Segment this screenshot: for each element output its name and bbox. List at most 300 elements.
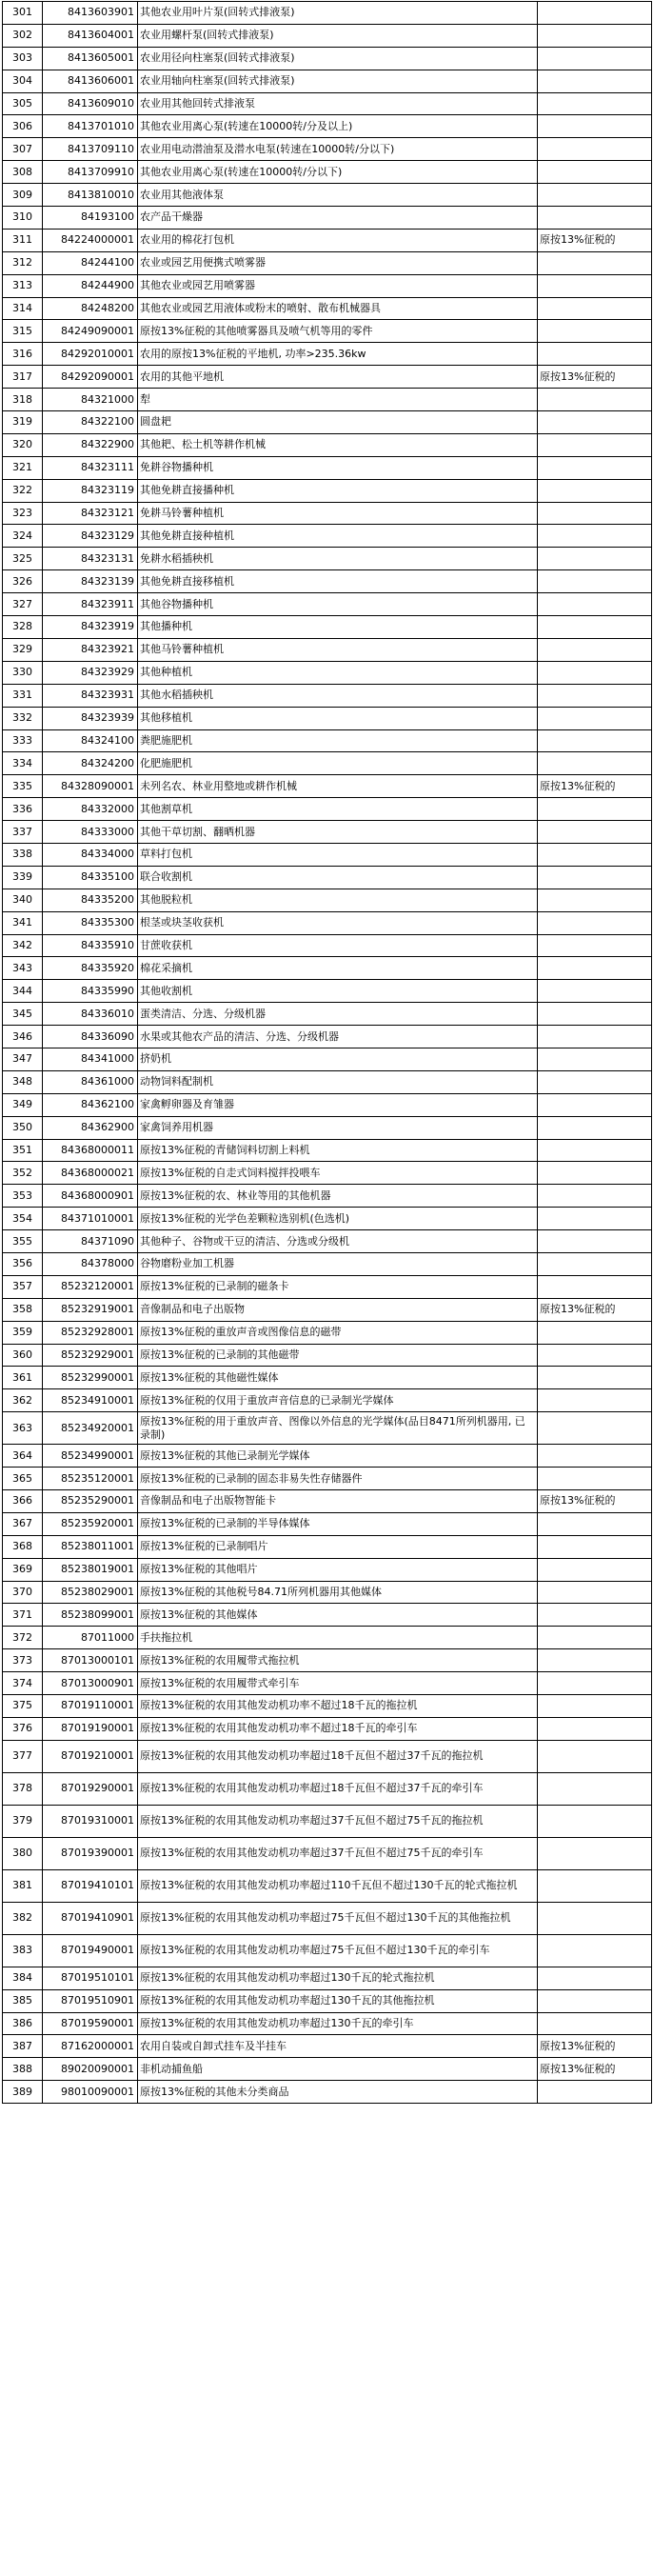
tariff-code-cell: 84362100 bbox=[43, 1093, 138, 1116]
remark-cell bbox=[538, 2012, 652, 2035]
goods-name-cell: 农业用其他回转式排液泵 bbox=[138, 92, 538, 115]
table-row bbox=[3, 70, 652, 92]
table-row bbox=[3, 1445, 652, 1468]
tariff-code-cell: 85238019001 bbox=[43, 1558, 138, 1581]
remark-cell bbox=[538, 115, 652, 138]
remark-cell: 原按13%征税的 bbox=[538, 1490, 652, 1513]
remark-cell bbox=[538, 1805, 652, 1837]
remark-cell bbox=[538, 1740, 652, 1772]
remark-cell: 原按13%征税的 bbox=[538, 366, 652, 389]
table-row bbox=[3, 1837, 652, 1869]
tariff-code-cell: 84378000 bbox=[43, 1252, 138, 1275]
remark-cell bbox=[538, 411, 652, 434]
row-number-cell: 374 bbox=[3, 1672, 43, 1695]
row-number-cell: 360 bbox=[3, 1344, 43, 1367]
tariff-code-cell: 84371090 bbox=[43, 1230, 138, 1253]
tariff-code-cell: 84335920 bbox=[43, 957, 138, 980]
remark-cell bbox=[538, 616, 652, 639]
table-row bbox=[3, 889, 652, 911]
goods-name-cell: 原按13%征税的农用其他发动机功率超过18千瓦但不超过37千瓦的牵引车 bbox=[138, 1772, 538, 1805]
remark-cell bbox=[538, 433, 652, 456]
table-row bbox=[3, 2081, 652, 2104]
table-row bbox=[3, 957, 652, 980]
goods-name-cell: 农业用电动潜油泵及潜水电泵(转速在10000转/分以下) bbox=[138, 138, 538, 161]
goods-name-cell: 免耕马铃薯种植机 bbox=[138, 502, 538, 525]
goods-name-cell: 挤奶机 bbox=[138, 1048, 538, 1070]
tariff-code-cell: 84368000011 bbox=[43, 1139, 138, 1162]
table-row bbox=[3, 684, 652, 707]
goods-name-cell: 原按13%征税的农用其他发动机功率超过37千瓦但不超过75千瓦的牵引车 bbox=[138, 1837, 538, 1869]
tariff-code-cell: 84368000901 bbox=[43, 1185, 138, 1208]
tariff-code-cell: 87019410901 bbox=[43, 1902, 138, 1934]
row-number-cell: 317 bbox=[3, 366, 43, 389]
remark-cell bbox=[538, 1604, 652, 1627]
tariff-code-cell: 84335300 bbox=[43, 911, 138, 934]
remark-cell bbox=[538, 1717, 652, 1740]
goods-name-cell: 其他移植机 bbox=[138, 707, 538, 729]
goods-name-cell: 其他免耕直接种植机 bbox=[138, 525, 538, 548]
remark-cell bbox=[538, 1275, 652, 1298]
table-row bbox=[3, 2012, 652, 2035]
table-row bbox=[3, 433, 652, 456]
goods-name-cell: 原按13%征税的光学色差颗粒选别机(色选机) bbox=[138, 1208, 538, 1230]
goods-name-cell: 原按13%征税的农用其他发动机功率超过130千瓦的牵引车 bbox=[138, 2012, 538, 2035]
goods-name-cell: 原按13%征税的农用其他发动机功率超过37千瓦但不超过75千瓦的拖拉机 bbox=[138, 1805, 538, 1837]
remark-cell bbox=[538, 1837, 652, 1869]
remark-cell bbox=[538, 343, 652, 366]
table-row bbox=[3, 866, 652, 889]
table-row bbox=[3, 1048, 652, 1070]
remark-cell bbox=[538, 207, 652, 230]
tariff-code-cell: 8413605001 bbox=[43, 47, 138, 70]
remark-cell bbox=[538, 1869, 652, 1902]
row-number-cell: 368 bbox=[3, 1535, 43, 1558]
remark-cell bbox=[538, 1468, 652, 1490]
remark-cell bbox=[538, 2, 652, 25]
goods-name-cell: 未列名农、林业用整地或耕作机械 bbox=[138, 775, 538, 798]
tariff-code-cell: 84248200 bbox=[43, 297, 138, 320]
tariff-code-cell: 87019210001 bbox=[43, 1740, 138, 1772]
goods-name-cell: 免耕谷物播种机 bbox=[138, 456, 538, 479]
tariff-code-cell: 84249090001 bbox=[43, 320, 138, 343]
row-number-cell: 359 bbox=[3, 1321, 43, 1344]
goods-name-cell: 原按13%征税的其他磁性媒体 bbox=[138, 1367, 538, 1389]
goods-name-cell: 其他农业或园艺用喷雾器 bbox=[138, 274, 538, 297]
goods-name-cell: 原按13%征税的农用其他发动机功率超过75千瓦但不超过130千瓦的其他拖拉机 bbox=[138, 1902, 538, 1934]
tariff-code-cell: 87019510101 bbox=[43, 1967, 138, 1989]
row-number-cell: 357 bbox=[3, 1275, 43, 1298]
remark-cell bbox=[538, 1116, 652, 1139]
goods-name-cell: 水果或其他农产品的清洁、分选、分级机器 bbox=[138, 1026, 538, 1048]
tariff-code-cell: 84244900 bbox=[43, 274, 138, 297]
table-row bbox=[3, 1490, 652, 1513]
tariff-code-cell: 87019290001 bbox=[43, 1772, 138, 1805]
row-number-cell: 308 bbox=[3, 161, 43, 184]
goods-name-cell: 其他种子、谷物或干豆的清洁、分选或分级机 bbox=[138, 1230, 538, 1253]
row-number-cell: 326 bbox=[3, 570, 43, 593]
row-number-cell: 362 bbox=[3, 1389, 43, 1412]
goods-name-cell: 原按13%征税的农用其他发动机功率超过18千瓦但不超过37千瓦的拖拉机 bbox=[138, 1740, 538, 1772]
table-row bbox=[3, 1869, 652, 1902]
table-row bbox=[3, 1604, 652, 1627]
tariff-code-cell: 84292090001 bbox=[43, 366, 138, 389]
tariff-code-cell: 84323131 bbox=[43, 548, 138, 570]
table-row bbox=[3, 525, 652, 548]
tariff-code-cell: 84323929 bbox=[43, 661, 138, 684]
row-number-cell: 332 bbox=[3, 707, 43, 729]
remark-cell bbox=[538, 1048, 652, 1070]
table-row bbox=[3, 1389, 652, 1412]
row-number-cell: 323 bbox=[3, 502, 43, 525]
remark-cell bbox=[538, 251, 652, 274]
table-row bbox=[3, 184, 652, 207]
remark-cell bbox=[538, 1558, 652, 1581]
remark-cell bbox=[538, 980, 652, 1003]
goods-name-cell: 其他免耕直接移植机 bbox=[138, 570, 538, 593]
tariff-code-cell: 84371010001 bbox=[43, 1208, 138, 1230]
table-row bbox=[3, 502, 652, 525]
goods-name-cell: 其他耙、松土机等耕作机械 bbox=[138, 433, 538, 456]
tariff-code-cell: 84333000 bbox=[43, 821, 138, 844]
tariff-code-cell: 84362900 bbox=[43, 1116, 138, 1139]
remark-cell: 原按13%征税的 bbox=[538, 229, 652, 251]
goods-name-cell: 非机动捕鱼船 bbox=[138, 2058, 538, 2081]
goods-name-cell: 原按13%征税的其他唱片 bbox=[138, 1558, 538, 1581]
row-number-cell: 356 bbox=[3, 1252, 43, 1275]
goods-name-cell: 农业或园艺用便携式喷雾器 bbox=[138, 251, 538, 274]
remark-cell bbox=[538, 161, 652, 184]
remark-cell: 原按13%征税的 bbox=[538, 775, 652, 798]
remark-cell bbox=[538, 92, 652, 115]
remark-cell bbox=[538, 1344, 652, 1367]
goods-name-cell: 农业用其他液体泵 bbox=[138, 184, 538, 207]
goods-name-cell: 原按13%征税的自走式饲料搅拌投喂车 bbox=[138, 1162, 538, 1185]
remark-cell bbox=[538, 1627, 652, 1649]
tariff-code-cell: 84321000 bbox=[43, 389, 138, 411]
remark-cell bbox=[538, 1389, 652, 1412]
remark-cell bbox=[538, 525, 652, 548]
table-row bbox=[3, 548, 652, 570]
remark-cell bbox=[538, 821, 652, 844]
goods-name-cell: 农业用轴向柱塞泵(回转式排液泵) bbox=[138, 70, 538, 92]
goods-name-cell: 原按13%征税的其他媒体 bbox=[138, 1604, 538, 1627]
table-row bbox=[3, 1627, 652, 1649]
row-number-cell: 324 bbox=[3, 525, 43, 548]
row-number-cell: 387 bbox=[3, 2035, 43, 2058]
remark-cell bbox=[538, 24, 652, 47]
goods-name-cell: 其他种植机 bbox=[138, 661, 538, 684]
row-number-cell: 389 bbox=[3, 2081, 43, 2104]
goods-name-cell: 其他免耕直接播种机 bbox=[138, 479, 538, 502]
row-number-cell: 309 bbox=[3, 184, 43, 207]
tariff-code-cell: 84361000 bbox=[43, 1070, 138, 1093]
goods-name-cell: 原按13%征税的已录制的其他磁带 bbox=[138, 1344, 538, 1367]
goods-name-cell: 犁 bbox=[138, 389, 538, 411]
row-number-cell: 358 bbox=[3, 1298, 43, 1321]
remark-cell bbox=[538, 1321, 652, 1344]
remark-cell bbox=[538, 707, 652, 729]
goods-name-cell: 家禽饲养用机器 bbox=[138, 1116, 538, 1139]
goods-name-cell: 棉花采摘机 bbox=[138, 957, 538, 980]
table-row bbox=[3, 1805, 652, 1837]
tariff-code-cell: 85232120001 bbox=[43, 1275, 138, 1298]
goods-name-cell: 其他农业或园艺用液体或粉末的喷射、散布机械器具 bbox=[138, 297, 538, 320]
remark-cell bbox=[538, 1367, 652, 1389]
row-number-cell: 302 bbox=[3, 24, 43, 47]
table-row bbox=[3, 2, 652, 25]
row-number-cell: 319 bbox=[3, 411, 43, 434]
row-number-cell: 307 bbox=[3, 138, 43, 161]
table-row bbox=[3, 1298, 652, 1321]
remark-cell bbox=[538, 320, 652, 343]
tariff-code-cell: 87019310001 bbox=[43, 1805, 138, 1837]
table-row bbox=[3, 1649, 652, 1672]
goods-name-cell: 原按13%征税的已录制的半导体媒体 bbox=[138, 1512, 538, 1535]
tariff-code-cell: 84244100 bbox=[43, 251, 138, 274]
tariff-code-cell: 84328090001 bbox=[43, 775, 138, 798]
table-row bbox=[3, 1512, 652, 1535]
row-number-cell: 313 bbox=[3, 274, 43, 297]
remark-cell bbox=[538, 274, 652, 297]
goods-name-cell: 原按13%征税的已录制的磁条卡 bbox=[138, 1275, 538, 1298]
tariff-code-cell: 87019410101 bbox=[43, 1869, 138, 1902]
tariff-code-cell: 87162000001 bbox=[43, 2035, 138, 2058]
remark-cell bbox=[538, 1902, 652, 1934]
row-number-cell: 311 bbox=[3, 229, 43, 251]
table-row bbox=[3, 843, 652, 866]
goods-name-cell: 其他农业用叶片泵(回转式排液泵) bbox=[138, 2, 538, 25]
tariff-code-cell: 8413606001 bbox=[43, 70, 138, 92]
table-row bbox=[3, 115, 652, 138]
row-number-cell: 306 bbox=[3, 115, 43, 138]
tariff-code-cell: 85238011001 bbox=[43, 1535, 138, 1558]
goods-name-cell: 农产品干燥器 bbox=[138, 207, 538, 230]
row-number-cell: 310 bbox=[3, 207, 43, 230]
remark-cell bbox=[538, 911, 652, 934]
row-number-cell: 328 bbox=[3, 616, 43, 639]
remark-cell bbox=[538, 138, 652, 161]
goods-name-cell: 原按13%征税的用于重放声音、图像以外信息的光学媒体(品目8471所列机器用, 已录制) bbox=[138, 1412, 538, 1445]
tariff-code-cell: 85235920001 bbox=[43, 1512, 138, 1535]
tariff-code-cell: 84334000 bbox=[43, 843, 138, 866]
tariff-code-cell: 84323119 bbox=[43, 479, 138, 502]
table-row bbox=[3, 661, 652, 684]
row-number-cell: 325 bbox=[3, 548, 43, 570]
remark-cell bbox=[538, 1093, 652, 1116]
table-row bbox=[3, 1468, 652, 1490]
table-row bbox=[3, 798, 652, 821]
remark-cell bbox=[538, 1412, 652, 1445]
table-row bbox=[3, 1672, 652, 1695]
remark-cell bbox=[538, 297, 652, 320]
row-number-cell: 342 bbox=[3, 934, 43, 957]
row-number-cell: 353 bbox=[3, 1185, 43, 1208]
remark-cell bbox=[538, 1672, 652, 1695]
table-row bbox=[3, 1967, 652, 1989]
goods-name-cell: 原按13%征税的农用其他发动机功率超过110千瓦但不超过130千瓦的轮式拖拉机 bbox=[138, 1869, 538, 1902]
remark-cell bbox=[538, 866, 652, 889]
remark-cell bbox=[538, 389, 652, 411]
goods-name-cell: 原按13%征税的青储饲料切割上料机 bbox=[138, 1139, 538, 1162]
remark-cell bbox=[538, 1252, 652, 1275]
row-number-cell: 350 bbox=[3, 1116, 43, 1139]
remark-cell bbox=[538, 1581, 652, 1604]
tariff-code-cell: 85232990001 bbox=[43, 1367, 138, 1389]
goods-name-cell: 其他收割机 bbox=[138, 980, 538, 1003]
table-row bbox=[3, 1558, 652, 1581]
table-row bbox=[3, 729, 652, 752]
goods-name-cell: 其他谷物播种机 bbox=[138, 593, 538, 616]
tariff-code-cell: 85238099001 bbox=[43, 1604, 138, 1627]
table-row bbox=[3, 1252, 652, 1275]
table-row bbox=[3, 1185, 652, 1208]
table-row bbox=[3, 593, 652, 616]
table-row bbox=[3, 229, 652, 251]
row-number-cell: 361 bbox=[3, 1367, 43, 1389]
row-number-cell: 386 bbox=[3, 2012, 43, 2035]
goods-name-cell: 原按13%征税的其他已录制光学媒体 bbox=[138, 1445, 538, 1468]
table-row bbox=[3, 616, 652, 639]
table-row bbox=[3, 1116, 652, 1139]
remark-cell bbox=[538, 661, 652, 684]
goods-name-cell: 农业用径向柱塞泵(回转式排液泵) bbox=[138, 47, 538, 70]
tariff-code-cell: 84323939 bbox=[43, 707, 138, 729]
row-number-cell: 334 bbox=[3, 752, 43, 775]
table-row bbox=[3, 1275, 652, 1298]
tariff-code-cell: 85234990001 bbox=[43, 1445, 138, 1468]
tariff-code-cell: 84323139 bbox=[43, 570, 138, 593]
remark-cell bbox=[538, 1139, 652, 1162]
remark-cell bbox=[538, 2081, 652, 2104]
goods-name-cell: 其他播种机 bbox=[138, 616, 538, 639]
table-row bbox=[3, 1162, 652, 1185]
table-row bbox=[3, 1902, 652, 1934]
row-number-cell: 329 bbox=[3, 638, 43, 661]
remark-cell bbox=[538, 889, 652, 911]
table-row bbox=[3, 1367, 652, 1389]
row-number-cell: 371 bbox=[3, 1604, 43, 1627]
goods-name-cell: 家禽孵卵器及育雏器 bbox=[138, 1093, 538, 1116]
goods-name-cell: 根茎或块茎收获机 bbox=[138, 911, 538, 934]
remark-cell bbox=[538, 593, 652, 616]
table-row bbox=[3, 92, 652, 115]
goods-name-cell: 动物饲料配制机 bbox=[138, 1070, 538, 1093]
tariff-code-cell: 84322100 bbox=[43, 411, 138, 434]
row-number-cell: 327 bbox=[3, 593, 43, 616]
remark-cell bbox=[538, 1772, 652, 1805]
table-row bbox=[3, 47, 652, 70]
goods-name-cell: 原按13%征税的农用其他发动机功率不超过18千瓦的拖拉机 bbox=[138, 1695, 538, 1718]
tariff-code-cell: 87011000 bbox=[43, 1627, 138, 1649]
row-number-cell: 355 bbox=[3, 1230, 43, 1253]
row-number-cell: 315 bbox=[3, 320, 43, 343]
row-number-cell: 365 bbox=[3, 1468, 43, 1490]
row-number-cell: 364 bbox=[3, 1445, 43, 1468]
table-row bbox=[3, 707, 652, 729]
row-number-cell: 382 bbox=[3, 1902, 43, 1934]
remark-cell bbox=[538, 684, 652, 707]
goods-name-cell: 联合收割机 bbox=[138, 866, 538, 889]
goods-name-cell: 蛋类清洁、分选、分级机器 bbox=[138, 1003, 538, 1026]
goods-name-cell: 农用的其他平地机 bbox=[138, 366, 538, 389]
remark-cell bbox=[538, 1230, 652, 1253]
tariff-code-cell: 84335200 bbox=[43, 889, 138, 911]
table-row bbox=[3, 207, 652, 230]
remark-cell bbox=[538, 479, 652, 502]
remark-cell bbox=[538, 184, 652, 207]
tariff-code-cell: 84224000001 bbox=[43, 229, 138, 251]
remark-cell: 原按13%征税的 bbox=[538, 2058, 652, 2081]
row-number-cell: 352 bbox=[3, 1162, 43, 1185]
goods-name-cell: 原按13%征税的其他喷雾器具及喷气机等用的零件 bbox=[138, 320, 538, 343]
tariff-code-cell: 85234910001 bbox=[43, 1389, 138, 1412]
row-number-cell: 331 bbox=[3, 684, 43, 707]
tariff-code-cell: 85232928001 bbox=[43, 1321, 138, 1344]
row-number-cell: 377 bbox=[3, 1740, 43, 1772]
row-number-cell: 348 bbox=[3, 1070, 43, 1093]
remark-cell: 原按13%征税的 bbox=[538, 1298, 652, 1321]
row-number-cell: 373 bbox=[3, 1649, 43, 1672]
tariff-code-cell: 87019190001 bbox=[43, 1717, 138, 1740]
row-number-cell: 330 bbox=[3, 661, 43, 684]
goods-name-cell: 农用的原按13%征税的平地机, 功率>235.36kw bbox=[138, 343, 538, 366]
tariff-code-cell: 87019590001 bbox=[43, 2012, 138, 2035]
row-number-cell: 346 bbox=[3, 1026, 43, 1048]
remark-cell bbox=[538, 570, 652, 593]
goods-name-cell: 免耕水稻插秧机 bbox=[138, 548, 538, 570]
goods-name-cell: 其他脱粒机 bbox=[138, 889, 538, 911]
table-row bbox=[3, 752, 652, 775]
table-row bbox=[3, 1026, 652, 1048]
table-row bbox=[3, 1208, 652, 1230]
tariff-code-cell: 87019390001 bbox=[43, 1837, 138, 1869]
table-row bbox=[3, 251, 652, 274]
table-row bbox=[3, 980, 652, 1003]
goods-name-cell: 原按13%征税的农用其他发动机功率超过130千瓦的轮式拖拉机 bbox=[138, 1967, 538, 1989]
goods-name-cell: 其他水稻插秧机 bbox=[138, 684, 538, 707]
remark-cell bbox=[538, 1208, 652, 1230]
goods-name-cell: 原按13%征税的农用其他发动机功率超过130千瓦的其他拖拉机 bbox=[138, 1989, 538, 2012]
table-row bbox=[3, 456, 652, 479]
tariff-code-cell: 87019490001 bbox=[43, 1934, 138, 1967]
remark-cell bbox=[538, 1003, 652, 1026]
row-number-cell: 349 bbox=[3, 1093, 43, 1116]
table-row bbox=[3, 2035, 652, 2058]
goods-name-cell: 甘蔗收获机 bbox=[138, 934, 538, 957]
row-number-cell: 380 bbox=[3, 1837, 43, 1869]
table-row bbox=[3, 343, 652, 366]
row-number-cell: 337 bbox=[3, 821, 43, 844]
goods-name-cell: 原按13%征税的农、林业等用的其他机器 bbox=[138, 1185, 538, 1208]
row-number-cell: 320 bbox=[3, 433, 43, 456]
table-row bbox=[3, 1230, 652, 1253]
row-number-cell: 367 bbox=[3, 1512, 43, 1535]
table-row bbox=[3, 570, 652, 593]
goods-name-cell: 原按13%征税的重放声音或图像信息的磁带 bbox=[138, 1321, 538, 1344]
table-row bbox=[3, 1412, 652, 1445]
goods-name-cell: 其他干草切割、翻晒机器 bbox=[138, 821, 538, 844]
row-number-cell: 388 bbox=[3, 2058, 43, 2081]
tariff-table-body bbox=[3, 2, 652, 2104]
table-row bbox=[3, 1003, 652, 1026]
row-number-cell: 316 bbox=[3, 343, 43, 366]
table-row bbox=[3, 320, 652, 343]
remark-cell bbox=[538, 47, 652, 70]
remark-cell bbox=[538, 502, 652, 525]
row-number-cell: 385 bbox=[3, 1989, 43, 2012]
goods-name-cell: 原按13%征税的已录制唱片 bbox=[138, 1535, 538, 1558]
goods-name-cell: 谷物磨粉业加工机器 bbox=[138, 1252, 538, 1275]
